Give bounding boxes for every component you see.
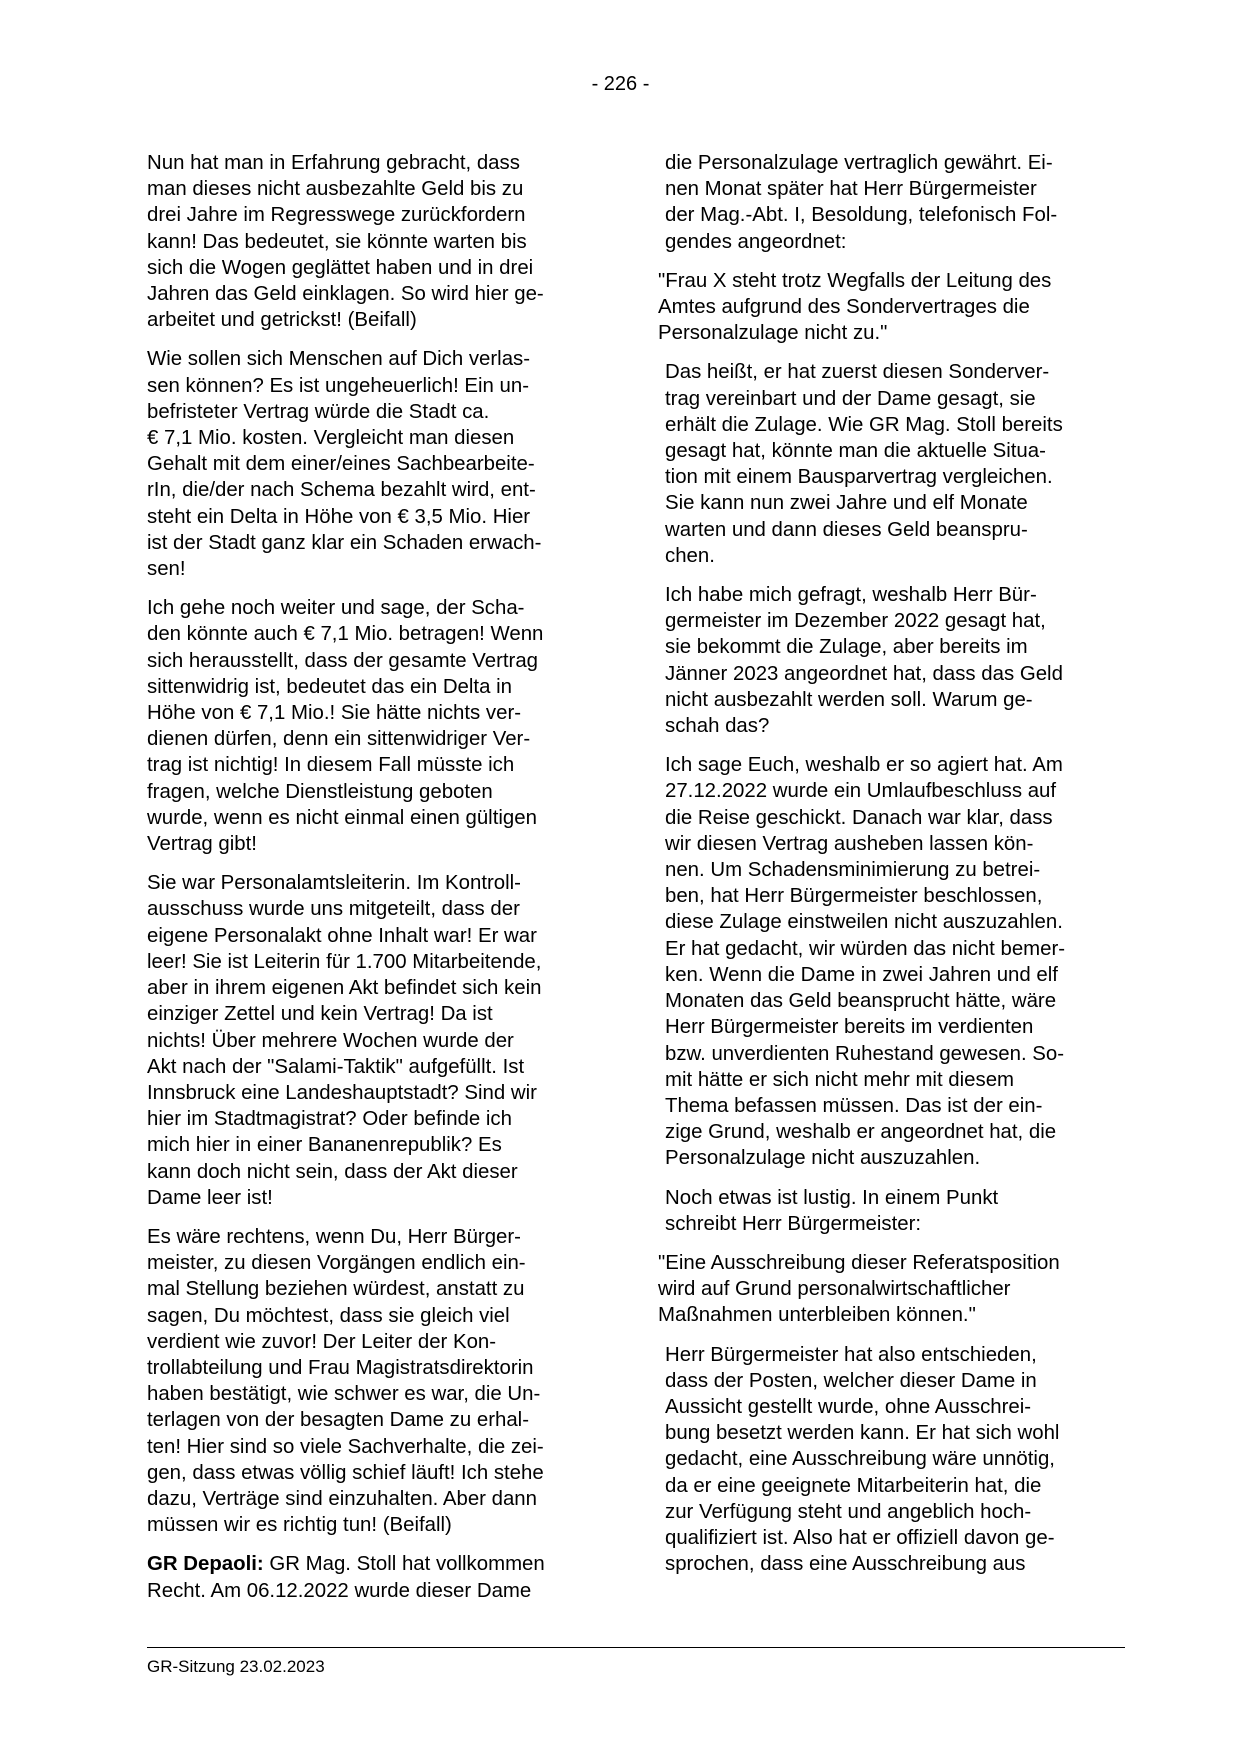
- text-line: Sie war Personalamtsleiterin. Im Kontroll-: [147, 872, 521, 895]
- text-line: müssen wir es richtig tun! (Beifall): [147, 1514, 452, 1537]
- quote-paragraph: [658, 1250, 1127, 1329]
- paragraph: [147, 595, 599, 857]
- speaker-name: GR Depaoli:: [147, 1553, 264, 1576]
- text-line: Amtes aufgrund des Sondervertrages die: [658, 296, 1030, 319]
- text-line: man dieses nicht ausbezahlte Geld bis zu: [147, 178, 524, 201]
- paragraph: [665, 1342, 1127, 1578]
- text-line: wird auf Grund personalwirtschaftlicher: [658, 1278, 1011, 1301]
- text-line: bung besetzt werden kann. Er hat sich wohl: [665, 1422, 1060, 1445]
- paragraph: [147, 150, 599, 333]
- text-line: ten! Hier sind so viele Sachverhalte, die zei-: [147, 1435, 544, 1458]
- text-line: rIn, die/der nach Schema bezahlt wird, ent-: [147, 479, 536, 502]
- text-line: Dame leer ist!: [147, 1186, 273, 1209]
- text-line: schreibt Herr Bürgermeister:: [665, 1212, 922, 1235]
- text-line: schah das?: [665, 715, 770, 738]
- left-column: [147, 150, 599, 1617]
- text-line: Ich sage Euch, weshalb er so agiert hat. Am: [665, 754, 1063, 777]
- text-line: sagen, Du möchtest, dass sie gleich viel: [147, 1304, 510, 1327]
- text-line: dazu, Verträge sind einzuhalten. Aber dann: [147, 1487, 537, 1510]
- text-line: Das heißt, er hat zuerst diesen Sonderver-: [665, 361, 1050, 384]
- text-line: nichts! Über mehrere Wochen wurde der: [147, 1029, 514, 1052]
- paragraph: [147, 1224, 599, 1538]
- text-line: befristeter Vertrag würde die Stadt ca.: [147, 400, 490, 423]
- paragraph: [147, 870, 599, 1211]
- text-line: "Frau X steht trotz Wegfalls der Leitung des: [658, 269, 1052, 292]
- text-line: warten und dann dieses Geld beanspru-: [665, 518, 1028, 541]
- text-line: [147, 1551, 599, 1577]
- speaker-paragraph: [147, 1551, 599, 1603]
- text-line: "Eine Ausschreibung dieser Referatsposition: [658, 1251, 1060, 1274]
- text-line: bzw. unverdienten Ruhestand gewesen. So-: [665, 1042, 1065, 1065]
- text-line: Monaten das Geld beansprucht hätte, wäre: [665, 990, 1057, 1013]
- text-line: mal Stellung beziehen würdest, anstatt zu: [147, 1278, 525, 1301]
- text-line: den könnte auch € 7,1 Mio. betragen! Wenn: [147, 623, 544, 646]
- text-line: Ich gehe noch weiter und sage, der Scha-: [147, 597, 525, 620]
- text-line: gendes angeordnet:: [665, 230, 847, 253]
- text-line: Noch etwas ist lustig. In einem Punkt: [665, 1186, 999, 1209]
- text-line: trollabteilung und Frau Magistratsdirektorin: [147, 1356, 534, 1379]
- text-line: gedacht, eine Ausschreibung wäre unnötig,: [665, 1448, 1055, 1471]
- text-line: Er hat gedacht, wir würden das nicht bemer-: [665, 937, 1066, 960]
- text-line: Recht. Am 06.12.2022 wurde dieser Dame: [147, 1579, 532, 1602]
- text-line: € 7,1 Mio. kosten. Vergleicht man diesen: [147, 427, 515, 450]
- text-line: Herr Bürgermeister hat also entschieden,: [665, 1343, 1037, 1366]
- text-line: verdient wie zuvor! Der Leiter der Kon-: [147, 1330, 497, 1353]
- paragraph: [147, 346, 599, 582]
- text-line: mit hätte er sich nicht mehr mit diesem: [665, 1068, 1015, 1091]
- text-line: leer! Sie ist Leiterin für 1.700 Mitarbeitende,: [147, 950, 542, 973]
- text-line: terlagen von der besagten Dame zu erhal-: [147, 1409, 529, 1432]
- text-line: sittenwidrig ist, bedeutet das ein Delta in: [147, 675, 512, 698]
- text-line: qualifiziert ist. Also hat er offiziell davon ge-: [665, 1526, 1055, 1549]
- text-line: Akt nach der "Salami-Taktik" aufgefüllt. Ist: [147, 1055, 525, 1078]
- text-line: wurde, wenn es nicht einmal einen gültigen: [147, 806, 537, 829]
- text-line: die Reise geschickt. Danach war klar, dass: [665, 806, 1053, 829]
- text-line: erhält die Zulage. Wie GR Mag. Stoll bereits: [665, 413, 1063, 436]
- text-line: trag vereinbart und der Dame gesagt, sie: [665, 387, 1036, 410]
- paragraph: [665, 1185, 1127, 1237]
- right-column: [658, 150, 1127, 1590]
- speaker-text: GR Mag. Stoll hat vollkommen: [263, 1553, 545, 1576]
- text-line: kann! Das bedeutet, sie könnte warten bis: [147, 230, 527, 253]
- text-line: Jahren das Geld einklagen. So wird hier ge-: [147, 283, 544, 306]
- text-line: haben bestätigt, wie schwer es war, die Un-: [147, 1383, 541, 1406]
- text-line: der Mag.-Abt. I, Besoldung, telefonisch Fol-: [665, 204, 1058, 227]
- paragraph: [665, 359, 1127, 569]
- text-line: ist der Stadt ganz klar ein Schaden erwach-: [147, 531, 542, 554]
- text-line: tion mit einem Bausparvertrag vergleichen.: [665, 466, 1053, 489]
- text-line: ben, hat Herr Bürgermeister beschlossen,: [665, 885, 1043, 908]
- text-line: Personalzulage nicht zu.": [658, 322, 888, 345]
- text-line: nen. Um Schadensminimierung zu betrei-: [665, 859, 1041, 882]
- text-line: Nun hat man in Erfahrung gebracht, dass: [147, 152, 520, 174]
- text-line: germeister im Dezember 2022 gesagt hat,: [665, 610, 1046, 633]
- text-line: zur Verfügung steht und angeblich hoch-: [665, 1500, 1032, 1523]
- text-line: sen können? Es ist ungeheuerlich! Ein un-: [147, 374, 530, 397]
- text-line: wir diesen Vertrag ausheben lassen kön-: [665, 832, 1034, 855]
- footer-session-date: GR-Sitzung 23.02.2023: [147, 1657, 325, 1676]
- text-line: hier im Stadtmagistrat? Oder befinde ich: [147, 1108, 512, 1131]
- text-line: sich die Wogen geglättet haben und in drei: [147, 256, 534, 279]
- text-line: arbeitet und getrickst! (Beifall): [147, 309, 417, 332]
- text-line: aber in ihrem eigenen Akt befindet sich kein: [147, 977, 542, 1000]
- text-line: Wie sollen sich Menschen auf Dich verlas-: [147, 348, 531, 371]
- quote-paragraph: [658, 268, 1127, 347]
- text-line: Aussicht gestellt wurde, ohne Ausschrei-: [665, 1395, 1032, 1418]
- text-line: ausschuss wurde uns mitgeteilt, dass der: [147, 898, 520, 921]
- paragraph: [665, 582, 1127, 739]
- text-line: dienen dürfen, denn ein sittenwidriger Ver-: [147, 728, 531, 751]
- text-line: Jänner 2023 angeordnet hat, dass das Geld: [665, 662, 1063, 685]
- page-number: - 226 -: [591, 73, 650, 95]
- text-line: Es wäre rechtens, wenn Du, Herr Bürger-: [147, 1225, 521, 1248]
- text-line: nen Monat später hat Herr Bürgermeister: [665, 178, 1037, 201]
- text-line: Personalzulage nicht auszuzahlen.: [665, 1147, 981, 1170]
- text-line: meister, zu diesen Vorgängen endlich ein-: [147, 1252, 526, 1275]
- paragraph: [665, 150, 1127, 255]
- text-line: die Personalzulage vertraglich gewährt. Ei-: [665, 152, 1053, 174]
- text-line: Maßnahmen unterbleiben können.": [658, 1304, 976, 1327]
- text-line: gen, dass etwas völlig schief läuft! Ich stehe: [147, 1461, 544, 1484]
- text-line: fragen, welche Dienstleistung geboten: [147, 780, 493, 803]
- text-line: steht ein Delta in Höhe von € 3,5 Mio. Hier: [147, 505, 531, 528]
- text-line: sprochen, dass eine Ausschreibung aus: [665, 1553, 1026, 1576]
- text-line: Sie kann nun zwei Jahre und elf Monate: [665, 492, 1028, 515]
- text-line: Innsbruck eine Landeshauptstadt? Sind wir: [147, 1081, 537, 1104]
- text-line: drei Jahre im Regresswege zurückfordern: [147, 204, 526, 227]
- text-line: sie bekommt die Zulage, aber bereits im: [665, 636, 1028, 659]
- text-line: kann doch nicht sein, dass der Akt dieser: [147, 1160, 518, 1183]
- text-line: zige Grund, weshalb er angeordnet hat, die: [665, 1121, 1057, 1144]
- text-line: da er eine geeignete Mitarbeiterin hat, die: [665, 1474, 1042, 1497]
- text-line: Ich habe mich gefragt, weshalb Herr Bür-: [665, 584, 1037, 607]
- text-line: sich herausstellt, dass der gesamte Vertrag: [147, 649, 539, 672]
- text-line: 27.12.2022 wurde ein Umlaufbeschluss auf: [665, 780, 1057, 803]
- text-line: dass der Posten, welcher dieser Dame in: [665, 1369, 1037, 1392]
- footer-divider: [147, 1647, 1125, 1648]
- text-line: Vertrag gibt!: [147, 833, 257, 856]
- text-line: mich hier in einer Bananenrepublik? Es: [147, 1134, 502, 1157]
- text-line: diese Zulage einstweilen nicht auszuzahlen.: [665, 911, 1063, 934]
- paragraph: [665, 752, 1127, 1171]
- text-line: Höhe von € 7,1 Mio.! Sie hätte nichts ver-: [147, 702, 522, 725]
- text-line: ken. Wenn die Dame in zwei Jahren und elf: [665, 963, 1058, 986]
- text-line: Herr Bürgermeister bereits im verdienten: [665, 1016, 1034, 1039]
- text-line: einziger Zettel und kein Vertrag! Da ist: [147, 1003, 493, 1026]
- text-line: nicht ausbezahlt werden soll. Warum ge-: [665, 688, 1033, 711]
- text-line: Gehalt mit dem einer/eines Sachbearbeite-: [147, 453, 535, 476]
- text-line: eigene Personalakt ohne Inhalt war! Er war: [147, 924, 537, 947]
- text-line: Thema befassen müssen. Das ist der ein-: [665, 1094, 1043, 1117]
- text-line: trag ist nichtig! In diesem Fall müsste ich: [147, 754, 515, 777]
- text-line: gesagt hat, könnte man die aktuelle Situa-: [665, 440, 1046, 463]
- text-line: chen.: [665, 544, 715, 567]
- text-line: sen!: [147, 558, 186, 581]
